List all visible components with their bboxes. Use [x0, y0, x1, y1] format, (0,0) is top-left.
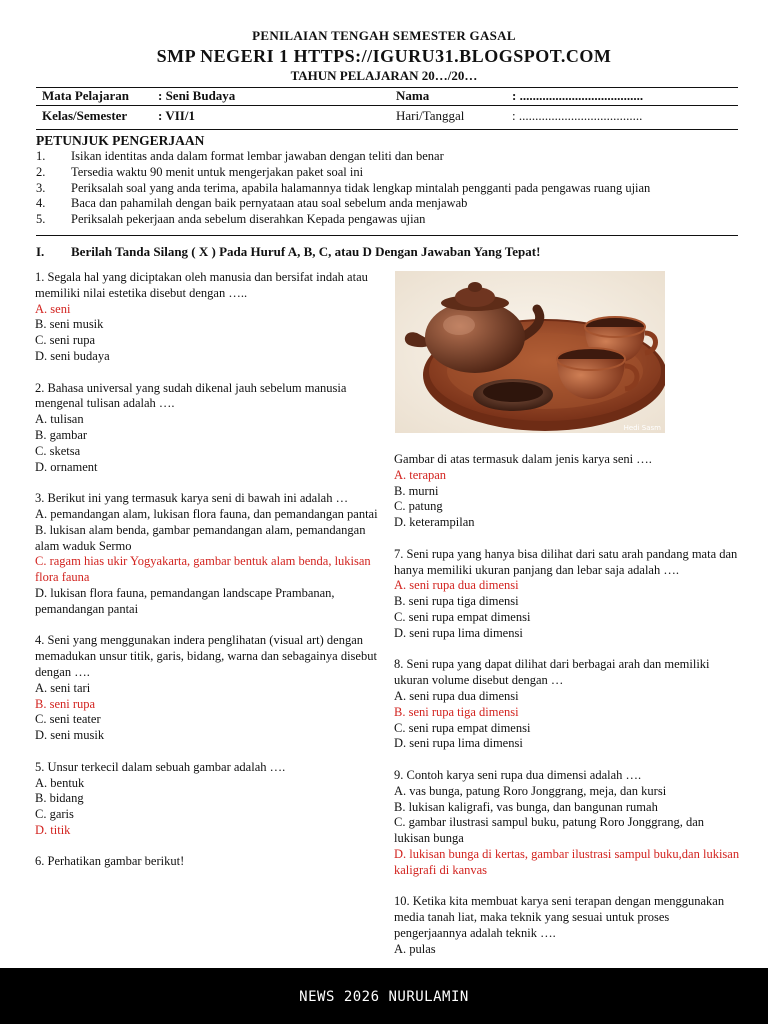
identity-row-divider: [36, 105, 738, 106]
image-watermark: Hedi Sasm: [623, 424, 661, 432]
question-block: [35, 491, 383, 617]
question-stem: 5. Unsur terkecil dalam sebuah gambar adalah ….: [35, 759, 286, 774]
answer-option: A. seni rupa dua dimensi: [394, 688, 519, 703]
instruction-text: Baca dan pahamilah dengan baik pernyataan atau soal sebelum anda menjawab: [71, 196, 468, 210]
question-stem: 7. Seni rupa yang hanya bisa dilihat dari satu arah pandang mata dan hanya memiliki ukuran panjang dan lebar saja adalah ….: [394, 546, 738, 577]
name-label: Nama: [396, 88, 430, 103]
question-stem: 2. Bahasa universal yang sudah dikenal jauh sebelum manusia mengenal tulisan adalah ….: [35, 380, 347, 411]
question-block: [394, 768, 740, 879]
answer-option-correct: B. seni rupa tiga dimensi: [394, 704, 519, 719]
section-rule: [36, 235, 738, 236]
answer-option: C. garis: [35, 807, 74, 822]
answer-option: A. pemandangan alam, lukisan flora fauna, dan pemandangan pantai: [35, 506, 378, 521]
section-number: I.: [36, 244, 45, 259]
instruction-number: 5.: [36, 212, 46, 226]
question-block: [35, 270, 383, 365]
school-name: SMP NEGERI 1 HTTPS://IGURU31.BLOGSPOT.COM: [156, 46, 612, 66]
instruction-item: [36, 181, 650, 196]
class-label: Kelas/Semester: [42, 108, 128, 123]
answer-option: B. gambar: [35, 427, 88, 442]
answer-option: A. pulas: [394, 941, 436, 956]
instruction-item: [36, 196, 467, 211]
instruction-text: Tersedia waktu 90 menit untuk mengerjakan paket soal ini: [71, 165, 364, 179]
section-heading: [36, 244, 540, 260]
question-stem: 9. Contoh karya seni rupa dua dimensi adalah ….: [394, 767, 642, 782]
answer-option: B. bidang: [35, 791, 84, 806]
question-block: [35, 760, 383, 839]
question-block: [394, 657, 740, 752]
question-stem: 3. Berikut ini yang termasuk karya seni di bawah ini adalah …: [35, 491, 349, 506]
answer-option: D. seni rupa lima dimensi: [394, 625, 523, 640]
question-block: [394, 894, 740, 957]
instruction-number: 1.: [36, 149, 46, 163]
question-stem: 10. Ketika kita membuat karya seni terapan dengan menggunakan media tanah liat, maka teknik yang sesuai untuk proses pengerjaannya adalah teknik ….: [394, 894, 725, 940]
instruction-text: Isikan identitas anda dalam format lembar jawaban dengan teliti dan benar: [71, 149, 444, 163]
instruction-number: 2.: [36, 165, 46, 179]
answer-option-correct: C. ragam hias ukir Yogyakarta, gambar bentuk alam benda, lukisan flora fauna: [35, 554, 371, 585]
answer-option: A. vas bunga, patung Roro Jonggrang, meja, dan kursi: [394, 783, 667, 798]
question-stem: Gambar di atas termasuk dalam jenis karya seni ….: [394, 452, 652, 466]
answer-option: B. seni rupa tiga dimensi: [394, 594, 519, 609]
answer-option-correct: A. seni: [35, 301, 71, 316]
instruction-item: [36, 149, 444, 164]
instruction-number: 3.: [36, 181, 46, 195]
date-field: : ......................................: [512, 108, 643, 123]
answer-option: D. seni rupa lima dimensi: [394, 736, 523, 751]
question-stem: 1. Segala hal yang diciptakan oleh manusia dan bersifat indah atau memiliki nilai estetika disebut dengan …..: [35, 270, 368, 300]
instructions-title: PETUNJUK PENGERJAAN: [36, 133, 205, 148]
answer-option: B. lukisan alam benda, gambar pemandangan alam, pemandangan alam waduk Sermo: [35, 522, 366, 553]
section-title: Berilah Tanda Silang ( X ) Pada Huruf A, B, C, atau D Dengan Jawaban Yang Tepat!: [71, 244, 541, 259]
answer-option: A. seni tari: [35, 680, 91, 695]
question-stem: 8. Seni rupa yang dapat dilihat dari berbagai arah dan memiliki ukuran volume disebut dengan …: [394, 657, 710, 688]
answer-option: C. seni rupa empat dimensi: [394, 720, 531, 735]
footer-text: NEWS 2026 NURULAMIN: [299, 989, 469, 1005]
question-block: [394, 547, 740, 642]
question-stem: 4. Seni yang menggunakan indera penglihatan (visual art) dengan memadukan unsur titik, garis, bidang, warna dan sebagainya disebut dengan ….: [35, 633, 377, 679]
instruction-number: 4.: [36, 196, 46, 210]
questions-left-column: [35, 270, 383, 886]
question-block: [394, 452, 740, 531]
instruction-item: [36, 165, 363, 180]
answer-option: B. murni: [394, 483, 439, 498]
answer-option: C. seni rupa empat dimensi: [394, 609, 531, 624]
question-stem: 6. Perhatikan gambar berikut!: [35, 854, 185, 869]
answer-option: C. patung: [394, 499, 443, 514]
answer-option: D. ornament: [35, 459, 98, 474]
answer-option: C. gambar ilustrasi sampul buku, patung Roro Jonggrang, dan lukisan bunga: [394, 815, 705, 846]
question-block: [35, 633, 383, 744]
answer-option: A. tulisan: [35, 412, 84, 427]
subject-value: : Seni Budaya: [158, 88, 236, 103]
answer-option-correct: A. terapan: [394, 467, 447, 482]
answer-option: D. lukisan flora fauna, pemandangan landscape Prambanan, pemandangan pantai: [35, 585, 335, 616]
footer-bar: [0, 968, 768, 1024]
instruction-text: Periksalah pekerjaan anda sebelum diserahkan Kepada pengawas ujian: [71, 212, 426, 226]
identity-rule-bottom: [36, 129, 738, 130]
answer-option: D. seni budaya: [35, 348, 110, 363]
answer-option: B. lukisan kaligrafi, vas bunga, dan bangunan rumah: [394, 799, 658, 814]
name-field: : ......................................: [512, 88, 644, 103]
answer-option-correct: D. lukisan bunga di kertas, gambar ilustrasi sampul buku,dan lukisan kaligrafi di kanvas: [394, 846, 740, 877]
class-value: : VII/1: [158, 108, 195, 123]
answer-option: D. seni musik: [35, 728, 105, 743]
subject-label: Mata Pelajaran: [42, 88, 130, 103]
pottery-tea-set-image: [395, 271, 665, 433]
answer-option-correct: B. seni rupa: [35, 696, 96, 711]
academic-year: TAHUN PELAJARAN 20…/20…: [290, 68, 478, 83]
pottery-tea-set-illustration: [395, 271, 665, 433]
answer-option: C. sketsa: [35, 443, 81, 458]
answer-option: C. seni teater: [35, 712, 101, 727]
answer-option-correct: A. seni rupa dua dimensi: [394, 578, 519, 593]
exam-title: PENILAIAN TENGAH SEMESTER GASAL: [252, 28, 516, 43]
answer-option-correct: D. titik: [35, 822, 71, 837]
answer-option: D. keterampilan: [394, 515, 475, 530]
question-block: [35, 381, 383, 476]
answer-option: A. bentuk: [35, 775, 85, 790]
instruction-item: [36, 212, 425, 227]
answer-option: B. seni musik: [35, 317, 104, 332]
answer-option: C. seni rupa: [35, 333, 96, 348]
question-block: [35, 854, 383, 870]
questions-right-column: [394, 452, 740, 968]
instruction-text: Periksalah soal yang anda terima, apabila halamannya tidak lengkap mintalah pengganti pada pengawas ruang ujian: [71, 181, 651, 195]
date-label: Hari/Tanggal: [396, 108, 465, 123]
